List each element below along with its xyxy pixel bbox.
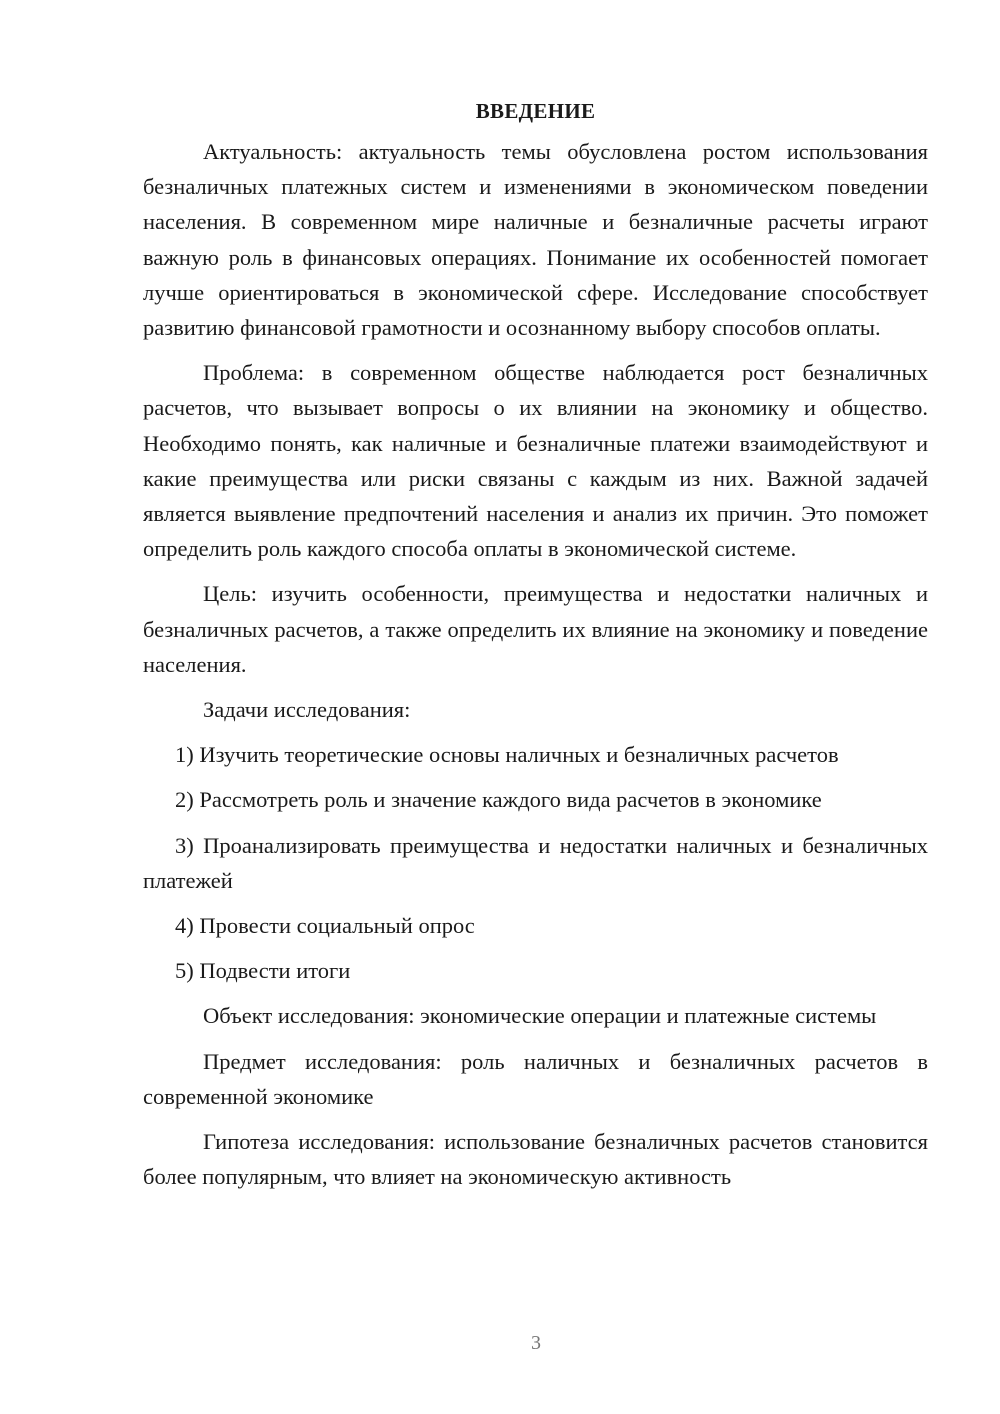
section-title: ВВЕДЕНИЕ [475, 99, 596, 123]
page-number: 3 [531, 1332, 541, 1354]
list-item: 3) Проанализировать преимущества и недостатки наличных и безналичных платежей [143, 832, 928, 893]
paragraph-goal: Цель: изучить особенности, преимущества и недостатки наличных и безналичных расчетов, а также определить их влияние на экономику и поведение населения. [143, 581, 928, 677]
list-item: 2) Рассмотреть роль и значение каждого вида расчетов в экономике [175, 787, 822, 813]
paragraph-subject: Предмет исследования: роль наличных и безналичных расчетов в современной экономике [143, 1048, 928, 1109]
document-page [143, 96, 928, 1194]
paragraph-relevance: Актуальность: актуальность темы обусловлена ростом использования безналичных платежных систем и изменениями в экономическом поведении населения. В современном мире наличные и безналичные расчеты играют важную роль в финансовых операциях. Понимание их особенностей помогает лучше ориентироваться в экономической сфере. Исследование способствует развитию финансовой грамотности и осознанному выбору способов оплаты. [143, 139, 928, 341]
paragraph-object: Объект исследования: экономические операции и платежные системы [203, 1003, 877, 1029]
list-item: 1) Изучить теоретические основы наличных и безналичных расчетов [175, 742, 839, 768]
paragraph-problem: Проблема: в современном обществе наблюдается рост безналичных расчетов, что вызывает вопросы о их влиянии на экономику и общество. Необходимо понять, как наличные и безналичные платежи взаимодействуют и какие преимущества или риски связаны с каждым из них. Важной задачей является выявление предпочтений населения и анализ их причин. Это поможет определить роль каждого способа оплаты в экономической системе. [143, 360, 928, 562]
list-item: 4) Провести социальный опрос [175, 913, 475, 939]
tasks-list [143, 737, 928, 988]
tasks-heading: Задачи исследования: [203, 697, 411, 723]
paragraph-hypothesis: Гипотеза исследования: использование безналичных расчетов становится более популярным, что влияет на экономическую активность [143, 1129, 928, 1190]
list-item: 5) Подвести итоги [175, 958, 351, 984]
